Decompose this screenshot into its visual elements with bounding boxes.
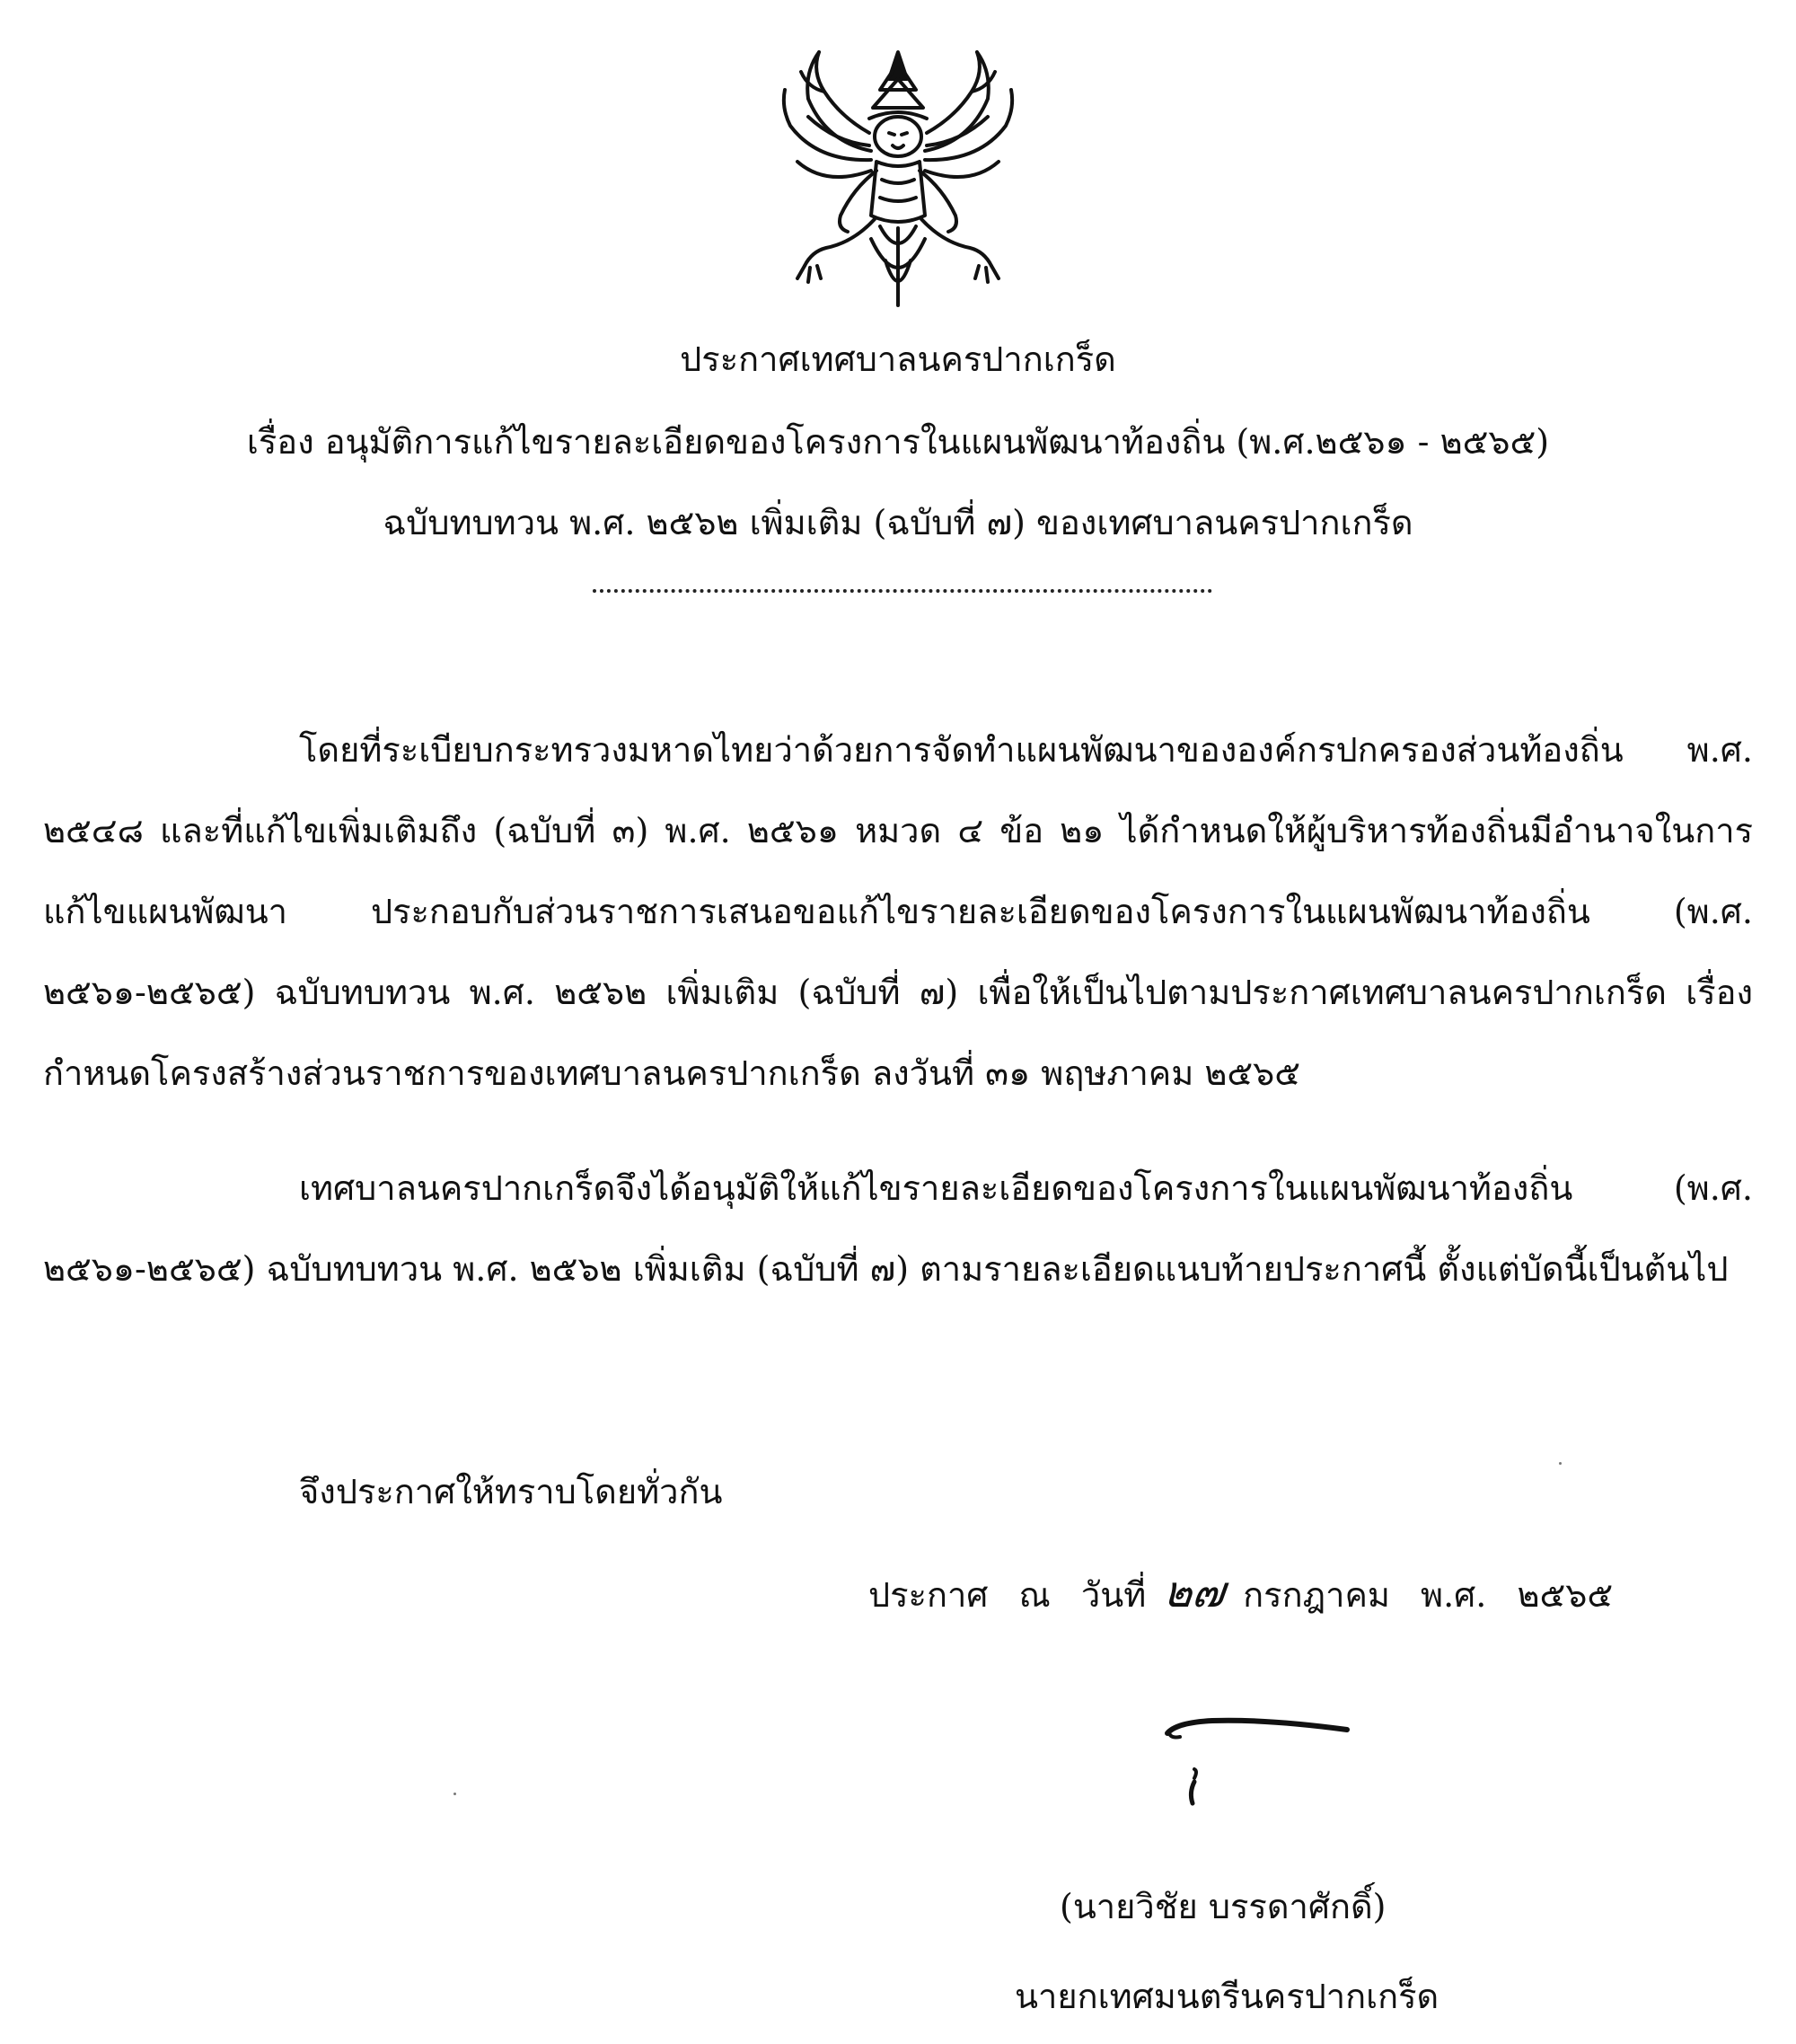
- body-paragraph-2: เทศบาลนครปากเกร็ดจึงได้อนุมัติให้แก้ไขรายละเอียดของโครงการในแผนพัฒนาท้องถิ่น (พ.ศ. ๒๕๖๑-๒๕๖๕) ฉบับทบทวน พ.ศ. ๒๕๖๒ เพิ่มเติม (ฉบับที่ ๗) ตามรายละเอียดแนบท้ายประกาศนี้ ตั้งแต่บัดนี้เป็นต้นไป: [43, 1168, 1753, 1289]
- closing-statement: จึงประกาศให้ทราบโดยทั่วกัน: [299, 1472, 723, 1511]
- handwritten-signature-icon: [1158, 1706, 1374, 1823]
- body-paragraph-1: โดยที่ระเบียบกระทรวงมหาดไทยว่าด้วยการจัดทำแผนพัฒนาขององค์กรปกครองส่วนท้องถิ่น พ.ศ. ๒๕๔๘ และที่แก้ไขเพิ่มเติมถึง (ฉบับที่ ๓) พ.ศ. ๒๕๖๑ หมวด ๔ ข้อ ๒๑ ได้กำหนดให้ผู้บริหารท้องถิ่นมีอำนาจในการแก้ไขแผนพัฒนา ประกอบกับส่วนราชการเสนอขอแก้ไขรายละเอียดของโครงการในแผนพัฒนาท้องถิ่น (พ.ศ. ๒๕๖๑-๒๕๖๕) ฉบับทบทวน พ.ศ. ๒๕๖๒ เพิ่มเติม (ฉบับที่ ๗) เพื่อให้เป็นไปตามประกาศเทศบาลนครปากเกร็ด เรื่อง กำหนดโครงสร้างส่วนราชการของเทศบาลนครปากเกร็ด ลงวันที่ ๓๑ พฤษภาคม ๒๕๖๕: [43, 730, 1753, 1093]
- date-day-handwritten: ๒๗: [1161, 1567, 1228, 1617]
- date-prefix: ประกาศ: [868, 1575, 989, 1615]
- signer-position: นายกเทศมนตรีนครปากเกร็ด: [1015, 1977, 1439, 2016]
- garuda-emblem-icon: [754, 36, 1042, 314]
- announcement-edition: ฉบับทบทวน พ.ศ. ๒๕๖๒ เพิ่มเติม (ฉบับที่ ๗) ของเทศบาลนครปากเกร็ด: [383, 503, 1413, 542]
- scan-speck: [453, 1793, 456, 1795]
- scan-speck: [1559, 1462, 1562, 1465]
- date-day-label: วันที่: [1080, 1575, 1147, 1615]
- dotted-separator: [593, 584, 1212, 593]
- date-at: ณ: [1018, 1575, 1051, 1615]
- date-era: พ.ศ.: [1421, 1575, 1487, 1615]
- body-paragraph-1-block: [43, 709, 1753, 1114]
- date-month: กรกฎาคม: [1243, 1575, 1390, 1615]
- announcement-title: ประกาศเทศบาลนครปากเกร็ด: [680, 339, 1116, 379]
- signer-name: (นายวิชัย บรรดาศักดิ์): [1060, 1887, 1387, 1926]
- body-paragraph-2-block: [43, 1148, 1753, 1309]
- announcement-subject: เรื่อง อนุมัติการแก้ไขรายละเอียดของโครงการในแผนพัฒนาท้องถิ่น (พ.ศ.๒๕๖๑ - ๒๕๖๕): [246, 422, 1550, 462]
- date-year: ๒๕๖๕: [1517, 1575, 1614, 1615]
- announcement-date: [868, 1558, 1613, 1626]
